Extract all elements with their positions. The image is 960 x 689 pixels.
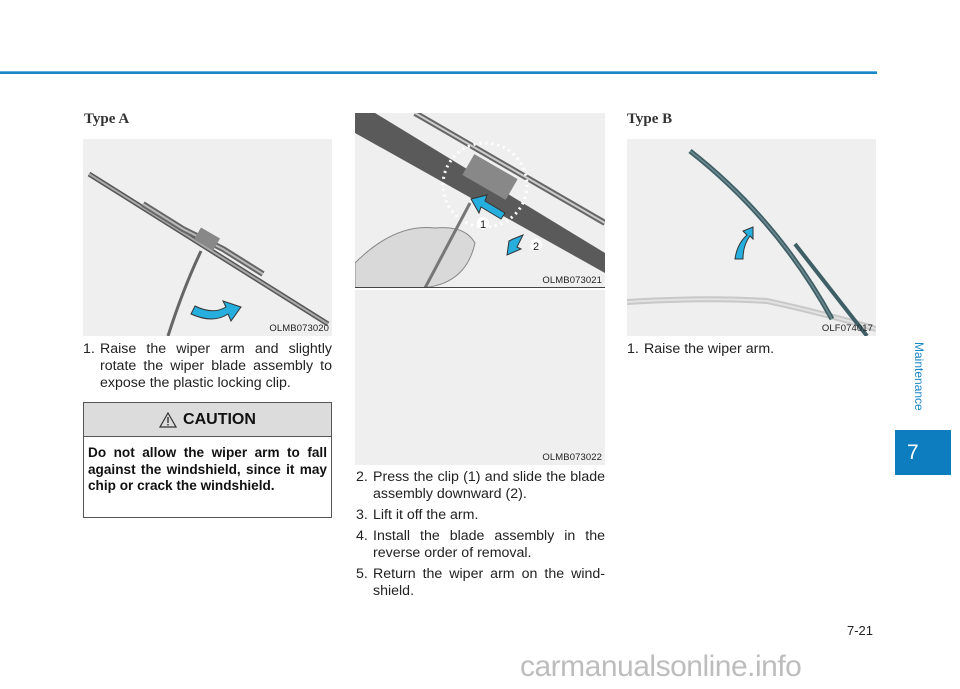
chapter-label	[908, 342, 928, 432]
step-text: Lift it off the arm.	[373, 507, 479, 523]
step-text: Raise the wiper arm and slightly rotate the wiper blade assembly to expose the plastic locking clip.	[100, 341, 332, 391]
clip-release-illustration	[355, 113, 605, 288]
page-number: 7-21	[847, 623, 874, 638]
steps-type-b	[627, 341, 876, 362]
caution-header	[84, 403, 331, 437]
step-item	[627, 341, 876, 358]
chapter-label-text: Maintenance	[912, 342, 926, 411]
step-item	[356, 469, 605, 503]
figure-divider	[355, 287, 605, 288]
figure-code: OLMB073020	[269, 323, 329, 334]
wiper-blade-illustration	[83, 139, 332, 336]
caution-title: CAUTION	[183, 410, 256, 428]
step-text: Raise the wiper arm.	[644, 341, 775, 357]
caution-box	[83, 402, 332, 518]
step-number: 1.	[83, 341, 95, 357]
wiper-rotate-arrow-icon	[191, 301, 241, 321]
step-text: Press the clip (1) and slide the blade assembly downward (2).	[373, 469, 605, 502]
step-item	[356, 566, 605, 600]
figure-type-b-wiper	[627, 139, 876, 336]
steps-type-a	[83, 341, 332, 396]
callout-1: 1	[480, 219, 487, 231]
step-text: Install the blade assembly in the reverse order of removal.	[373, 528, 605, 561]
figure-code: OLMB073021	[542, 275, 602, 286]
figure-code: OLF074017	[821, 323, 873, 334]
watermark: carmanualsonline.info	[520, 650, 802, 683]
figure-clip-release	[355, 113, 605, 288]
steps-middle	[356, 469, 605, 604]
wiper-arm-illustration	[627, 139, 876, 336]
figure-type-a-wiper	[83, 139, 332, 336]
caution-body: Do not allow the wiper arm to fall against the windshield, since it may chip or crack the windshield.	[88, 445, 327, 493]
step-number: 5.	[356, 566, 368, 582]
step-text: Return the wiper arm on the wind-shield.	[373, 566, 605, 599]
header-rule	[0, 71, 877, 74]
step-number: 2.	[356, 469, 368, 485]
chapter-tab[interactable]	[895, 430, 951, 475]
raise-arrow-icon	[735, 227, 753, 259]
warning-triangle-icon	[159, 412, 177, 428]
section-title-type-b: Type B	[627, 111, 673, 127]
figure-blank-placeholder	[355, 290, 605, 465]
step-item	[356, 507, 605, 524]
chapter-number: 7	[907, 440, 919, 464]
step-number: 4.	[356, 528, 368, 544]
step-number: 3.	[356, 507, 368, 523]
section-title-type-a: Type A	[84, 111, 130, 127]
step-item	[83, 341, 332, 392]
callout-2: 2	[533, 241, 540, 253]
figure-code: OLMB073022	[542, 452, 602, 463]
slide-down-arrow-icon	[507, 235, 523, 255]
step-item	[356, 528, 605, 562]
step-number: 1.	[627, 341, 639, 357]
